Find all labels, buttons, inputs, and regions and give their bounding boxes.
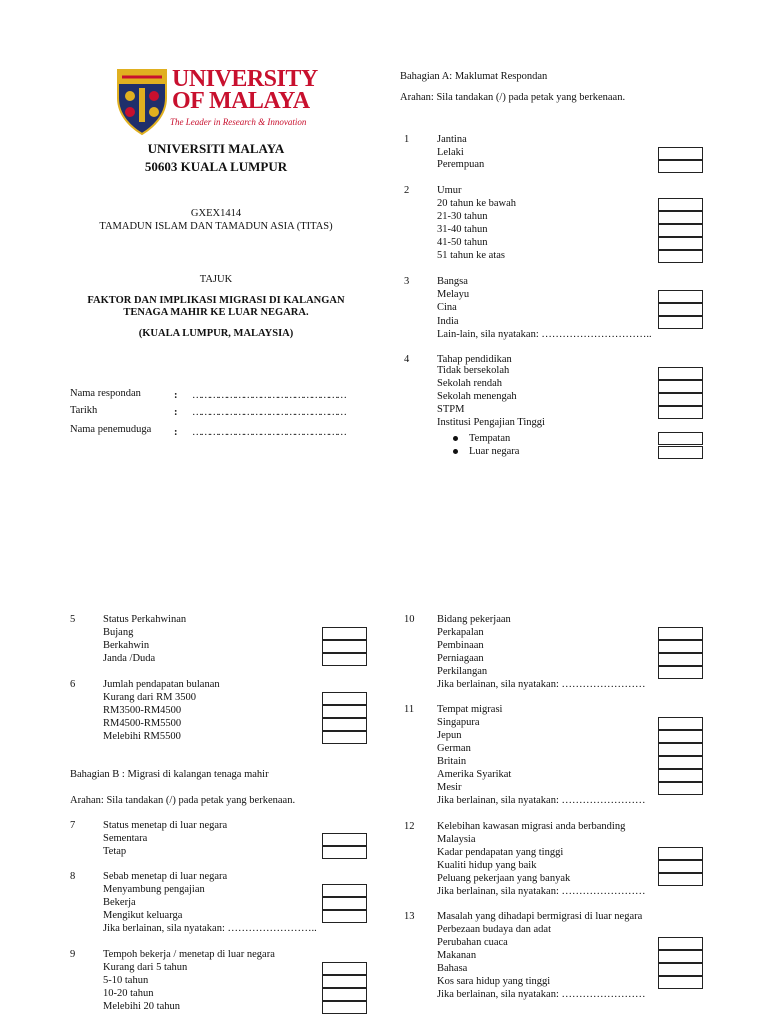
checkbox[interactable] [322, 705, 367, 718]
checkbox[interactable] [322, 962, 367, 975]
q9-option: 5-10 tahun [103, 975, 149, 986]
q3-other[interactable]: Lain-lain, sila nyatakan: ………………………….. [437, 329, 652, 340]
q11-option: German [437, 743, 471, 754]
q4-option: Institusi Pengajian Tinggi [437, 417, 545, 428]
q10-option: Perkapalan [437, 627, 484, 638]
checkbox[interactable] [658, 653, 703, 666]
q12-title: Kelebihan kawasan migrasi anda berbanding [437, 821, 626, 832]
title-line1: FAKTOR DAN IMPLIKASI MIGRASI DI KALANGAN [87, 295, 345, 306]
q7-number: 7 [70, 820, 76, 831]
q13-option: Kos sara hidup yang tinggi [437, 976, 551, 987]
checkbox[interactable] [658, 198, 703, 211]
q1-number: 1 [404, 134, 410, 145]
q12-option: Peluang pekerjaan yang banyak [437, 873, 571, 884]
q11-other[interactable]: Jika berlainan, sila nyatakan: …………………… [437, 795, 646, 806]
field-nama-respondan[interactable]: ……………………………………………… [192, 390, 345, 401]
q5-option: Bujang [103, 627, 134, 638]
logo-text-line1: UNIVERSITY [172, 66, 318, 92]
q3-number: 3 [404, 276, 410, 287]
checkbox[interactable] [658, 743, 703, 756]
checkbox[interactable] [322, 1001, 367, 1014]
q4-option: STPM [437, 404, 465, 415]
checkbox[interactable] [658, 406, 703, 419]
q1-option: Perempuan [437, 159, 485, 170]
q10-other[interactable]: Jika berlainan, sila nyatakan: …………………… [437, 679, 646, 690]
q2-number: 2 [404, 185, 410, 196]
q11-option: Mesir [437, 782, 462, 793]
label-tarikh: Tarikh [70, 405, 98, 416]
q2-title: Umur [437, 185, 462, 196]
q4-option: Sekolah menengah [437, 391, 517, 402]
q5-number: 5 [70, 614, 76, 625]
q2-option: 51 tahun ke atas [437, 250, 505, 261]
checkbox[interactable] [658, 147, 703, 160]
checkbox[interactable] [658, 873, 703, 886]
colon: : [174, 390, 178, 401]
checkbox[interactable] [658, 316, 703, 329]
course-code: GXEX1414 [190, 208, 242, 219]
checkbox[interactable] [658, 963, 703, 976]
q10-number: 10 [404, 614, 415, 625]
q6-number: 6 [70, 679, 76, 690]
checkbox[interactable] [658, 367, 703, 380]
logo-text-line2: OF MALAYA [172, 88, 310, 114]
q11-option: Britain [437, 756, 467, 767]
q2-option: 31-40 tahun [437, 224, 488, 235]
checkbox[interactable] [658, 860, 703, 873]
q8-other[interactable]: Jika berlainan, sila nyatakan: …………………….. [103, 923, 317, 934]
title-line2: TENAGA MAHIR KE LUAR NEGARA. [123, 307, 309, 318]
q13-option: Perubahan cuaca [437, 937, 508, 948]
q6-option: Melebihi RM5500 [103, 731, 181, 742]
bullet-icon [453, 449, 458, 454]
q3-option: Melayu [437, 289, 470, 300]
q6-option: Kurang dari RM 3500 [103, 692, 197, 703]
q13-other[interactable]: Jika berlainan, sila nyatakan: …………………… [437, 989, 646, 1000]
checkbox[interactable] [322, 731, 367, 744]
q2-option: 20 tahun ke bawah [437, 198, 517, 209]
q4-number: 4 [404, 354, 410, 365]
checkbox[interactable] [658, 224, 703, 237]
checkbox[interactable] [658, 717, 703, 730]
university-address: 50603 KUALA LUMPUR [144, 159, 288, 174]
q11-option: Jepun [437, 730, 462, 741]
q13-number: 13 [404, 911, 415, 922]
q12-title-cont: Malaysia [437, 834, 476, 845]
field-nama-penemuduga[interactable]: ……………………………………………… [192, 427, 345, 438]
checkbox[interactable] [322, 884, 367, 897]
checkbox[interactable] [658, 640, 703, 653]
q4-title: Tahap pendidikan [437, 354, 512, 365]
q13-option: Perbezaan budaya dan adat [437, 924, 551, 935]
q1-option: Lelaki [437, 147, 464, 158]
section-a-instruction: Arahan: Sila tandakan (/) pada petak yang berkenaan. [400, 92, 626, 103]
q3-title: Bangsa [437, 276, 468, 287]
location: (KUALA LUMPUR, MALAYSIA) [138, 328, 294, 339]
university-logo [112, 66, 324, 138]
q13-option: Bahasa [437, 963, 468, 974]
section-a-heading: Bahagian A: Maklumat Respondan [400, 71, 548, 82]
q5-title: Status Perkahwinan [103, 614, 187, 625]
q13-title: Masalah yang dihadapi bermigrasi di luar negara [437, 911, 643, 922]
colon: : [174, 407, 178, 418]
q6-option: RM3500-RM4500 [103, 705, 182, 716]
checkbox[interactable] [658, 627, 703, 640]
q11-option: Amerika Syarikat [437, 769, 512, 780]
tajuk-label: TAJUK [199, 274, 233, 285]
q11-number: 11 [404, 704, 415, 715]
q10-title: Bidang pekerjaan [437, 614, 511, 625]
q4-bullet-item: Tempatan [453, 433, 510, 444]
q12-option: Kualiti hidup yang baik [437, 860, 537, 871]
checkbox[interactable] [658, 847, 703, 860]
q3-option: India [437, 316, 459, 327]
checkbox[interactable] [658, 756, 703, 769]
label-nama-respondan: Nama respondan [70, 388, 141, 399]
q2-option: 21-30 tahun [437, 211, 488, 222]
q9-number: 9 [70, 949, 76, 960]
q8-number: 8 [70, 871, 76, 882]
section-b-heading: Bahagian B : Migrasi di kalangan tenaga mahir [70, 769, 269, 780]
q7-option: Sementara [103, 833, 148, 844]
logo-tagline: The Leader in Research & Innovation [170, 117, 307, 127]
checkbox[interactable] [658, 950, 703, 963]
checkbox[interactable] [322, 718, 367, 731]
q11-title: Tempat migrasi [437, 704, 503, 715]
checkbox[interactable] [658, 446, 703, 459]
q4-option: Tidak bersekolah [437, 365, 510, 376]
q1-title: Jantina [437, 134, 467, 145]
checkbox[interactable] [322, 975, 367, 988]
checkbox[interactable] [322, 833, 367, 846]
checkbox[interactable] [658, 769, 703, 782]
q8-title: Sebab menetap di luar negara [103, 871, 228, 882]
checkbox[interactable] [658, 290, 703, 303]
colon: : [174, 427, 178, 438]
checkbox[interactable] [322, 897, 367, 910]
q9-option: 10-20 tahun [103, 988, 154, 999]
q12-option: Kadar pendapatan yang tinggi [437, 847, 564, 858]
university-name: UNIVERSITI MALAYA [147, 141, 285, 156]
q6-title: Jumlah pendapatan bulanan [103, 679, 220, 690]
q5-option: Berkahwin [103, 640, 150, 651]
checkbox[interactable] [322, 627, 367, 640]
q9-option: Kurang dari 5 tahun [103, 962, 188, 973]
q12-number: 12 [404, 821, 415, 832]
section-b-instruction: Arahan: Sila tandakan (/) pada petak yang berkenaan. [70, 795, 296, 806]
q2-option: 41-50 tahun [437, 237, 488, 248]
checkbox[interactable] [658, 303, 703, 316]
checkbox[interactable] [658, 250, 703, 263]
q10-option: Pembinaan [437, 640, 484, 651]
q10-option: Perniagaan [437, 653, 484, 664]
q12-other[interactable]: Jika berlainan, sila nyatakan: …………………… [437, 886, 646, 897]
checkbox[interactable] [658, 976, 703, 989]
checkbox[interactable] [322, 653, 367, 666]
checkbox[interactable] [658, 380, 703, 393]
checkbox[interactable] [658, 666, 703, 679]
q8-option: Bekerja [103, 897, 136, 908]
q11-option: Singapura [437, 717, 480, 728]
checkbox[interactable] [658, 432, 703, 445]
q6-option: RM4500-RM5500 [103, 718, 182, 729]
checkbox[interactable] [658, 937, 703, 950]
q7-option: Tetap [103, 846, 127, 857]
q8-option: Menyambung pengajian [103, 884, 205, 895]
checkbox[interactable] [658, 730, 703, 743]
q3-option: Cina [437, 302, 457, 313]
q8-option: Mengikut keluarga [103, 910, 183, 921]
checkbox[interactable] [322, 640, 367, 653]
checkbox[interactable] [658, 237, 703, 250]
q4-option: Sekolah rendah [437, 378, 503, 389]
q7-title: Status menetap di luar negara [103, 820, 228, 831]
checkbox[interactable] [658, 782, 703, 795]
bullet-icon [453, 436, 458, 441]
checkbox[interactable] [658, 211, 703, 224]
label-nama-penemuduga: Nama penemuduga [70, 424, 152, 435]
q4-bullet-item: Luar negara [453, 446, 519, 457]
q9-title: Tempoh bekerja / menetap di luar negara [103, 949, 275, 960]
course-name: TAMADUN ISLAM DAN TAMADUN ASIA (TITAS) [99, 221, 333, 232]
checkbox[interactable] [322, 988, 367, 1001]
checkbox[interactable] [658, 393, 703, 406]
checkbox[interactable] [322, 910, 367, 923]
field-tarikh[interactable]: ……………………………………………… [192, 407, 345, 418]
q13-option: Makanan [437, 950, 477, 961]
q5-option: Janda /Duda [103, 653, 156, 664]
checkbox[interactable] [322, 846, 367, 859]
q9-option: Melebihi 20 tahun [103, 1001, 180, 1012]
checkbox[interactable] [322, 692, 367, 705]
q10-option: Perkilangan [437, 666, 488, 677]
checkbox[interactable] [658, 160, 703, 173]
